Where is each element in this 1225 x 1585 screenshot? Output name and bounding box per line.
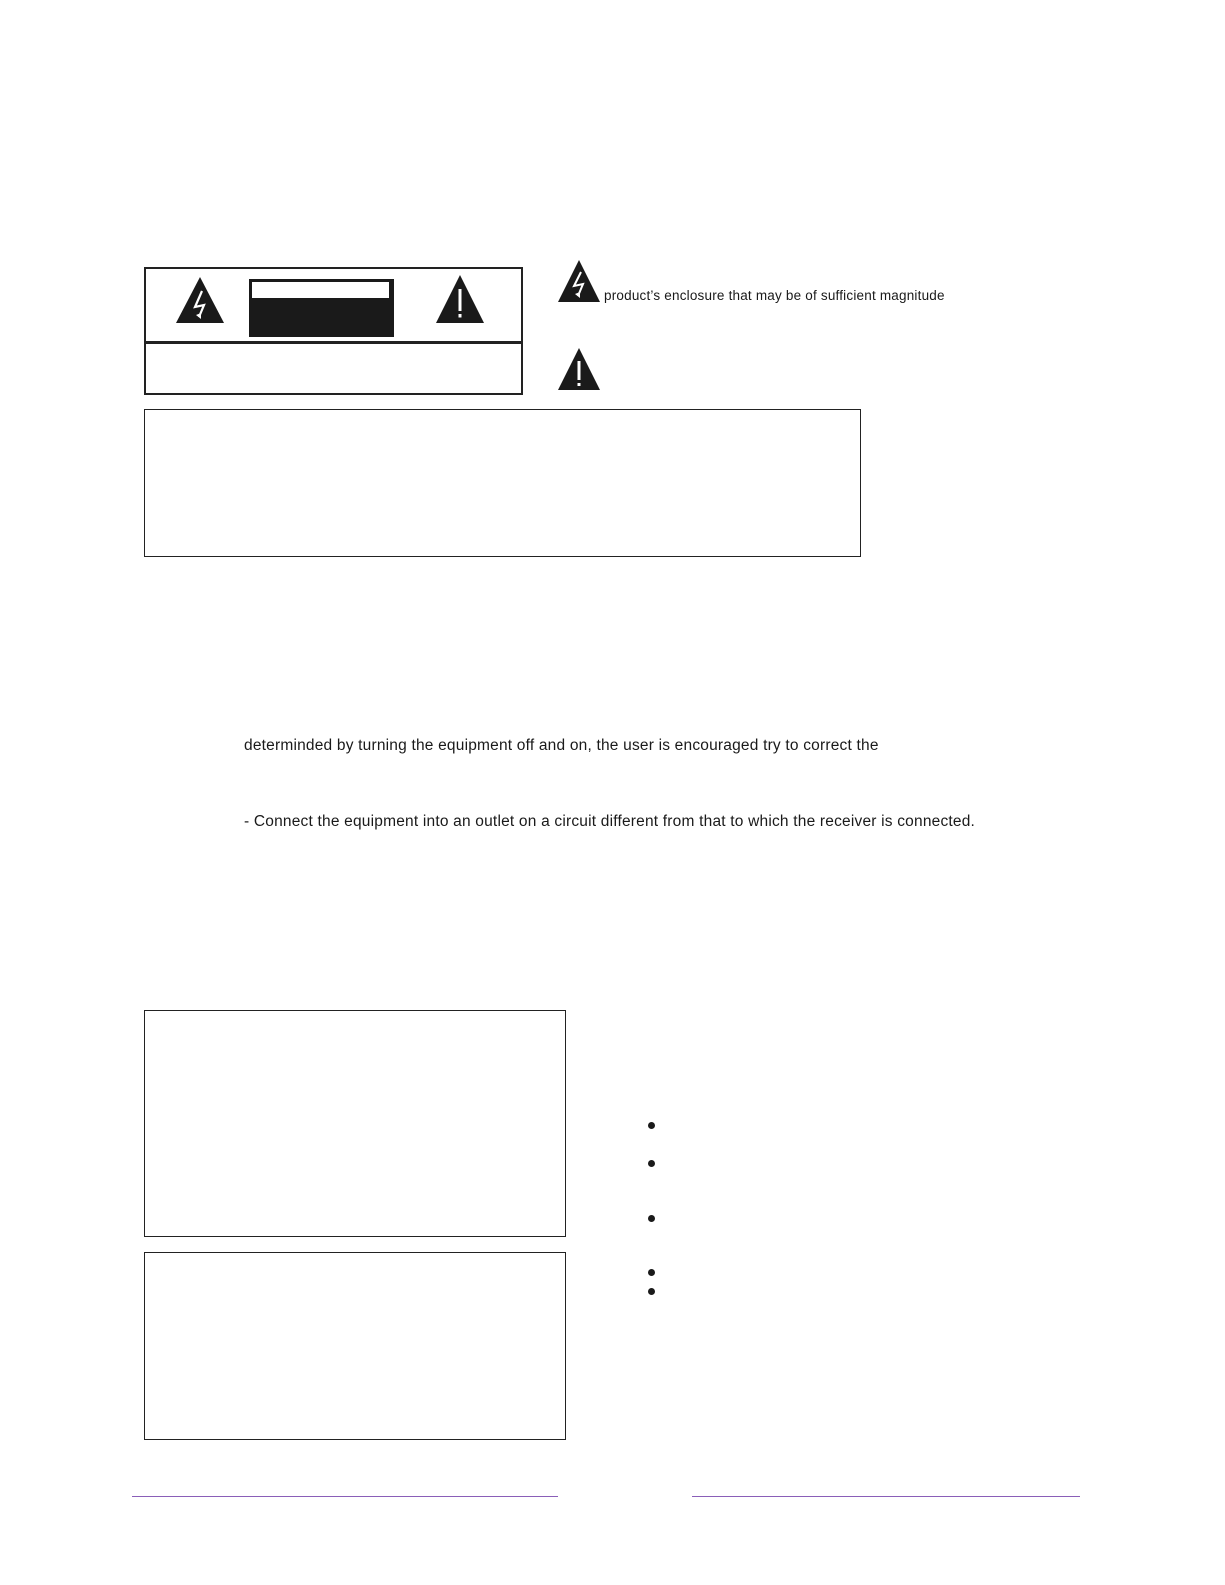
list-bullet (648, 1269, 655, 1276)
exclamation-triangle-icon (556, 346, 602, 392)
footer-rule (692, 1496, 1080, 1497)
exclamation-triangle-icon (434, 273, 486, 325)
fcc-text-line: determinded by turning the equipment off and on, the user is encouraged try to correct the (244, 737, 879, 754)
notice-box (144, 1252, 566, 1440)
list-bullet (648, 1288, 655, 1295)
fcc-text-line: - Connect the equipment into an outlet on a circuit different from that to which the receiver is connected. (244, 813, 976, 830)
footer-rule (132, 1496, 558, 1497)
list-bullet (648, 1215, 655, 1222)
caution-header-block (249, 279, 394, 337)
shock-warning-text: product’s enclosure that may be of sufficient magnitude (604, 288, 945, 303)
caution-label (144, 267, 523, 395)
lightning-triangle-icon (174, 275, 226, 325)
warning-box (144, 409, 861, 557)
caution-label-divider (146, 341, 521, 344)
list-bullet (648, 1122, 655, 1129)
list-bullet (648, 1160, 655, 1167)
caution-header-strip (252, 282, 389, 298)
notice-box (144, 1010, 566, 1237)
lightning-triangle-icon (556, 258, 602, 304)
